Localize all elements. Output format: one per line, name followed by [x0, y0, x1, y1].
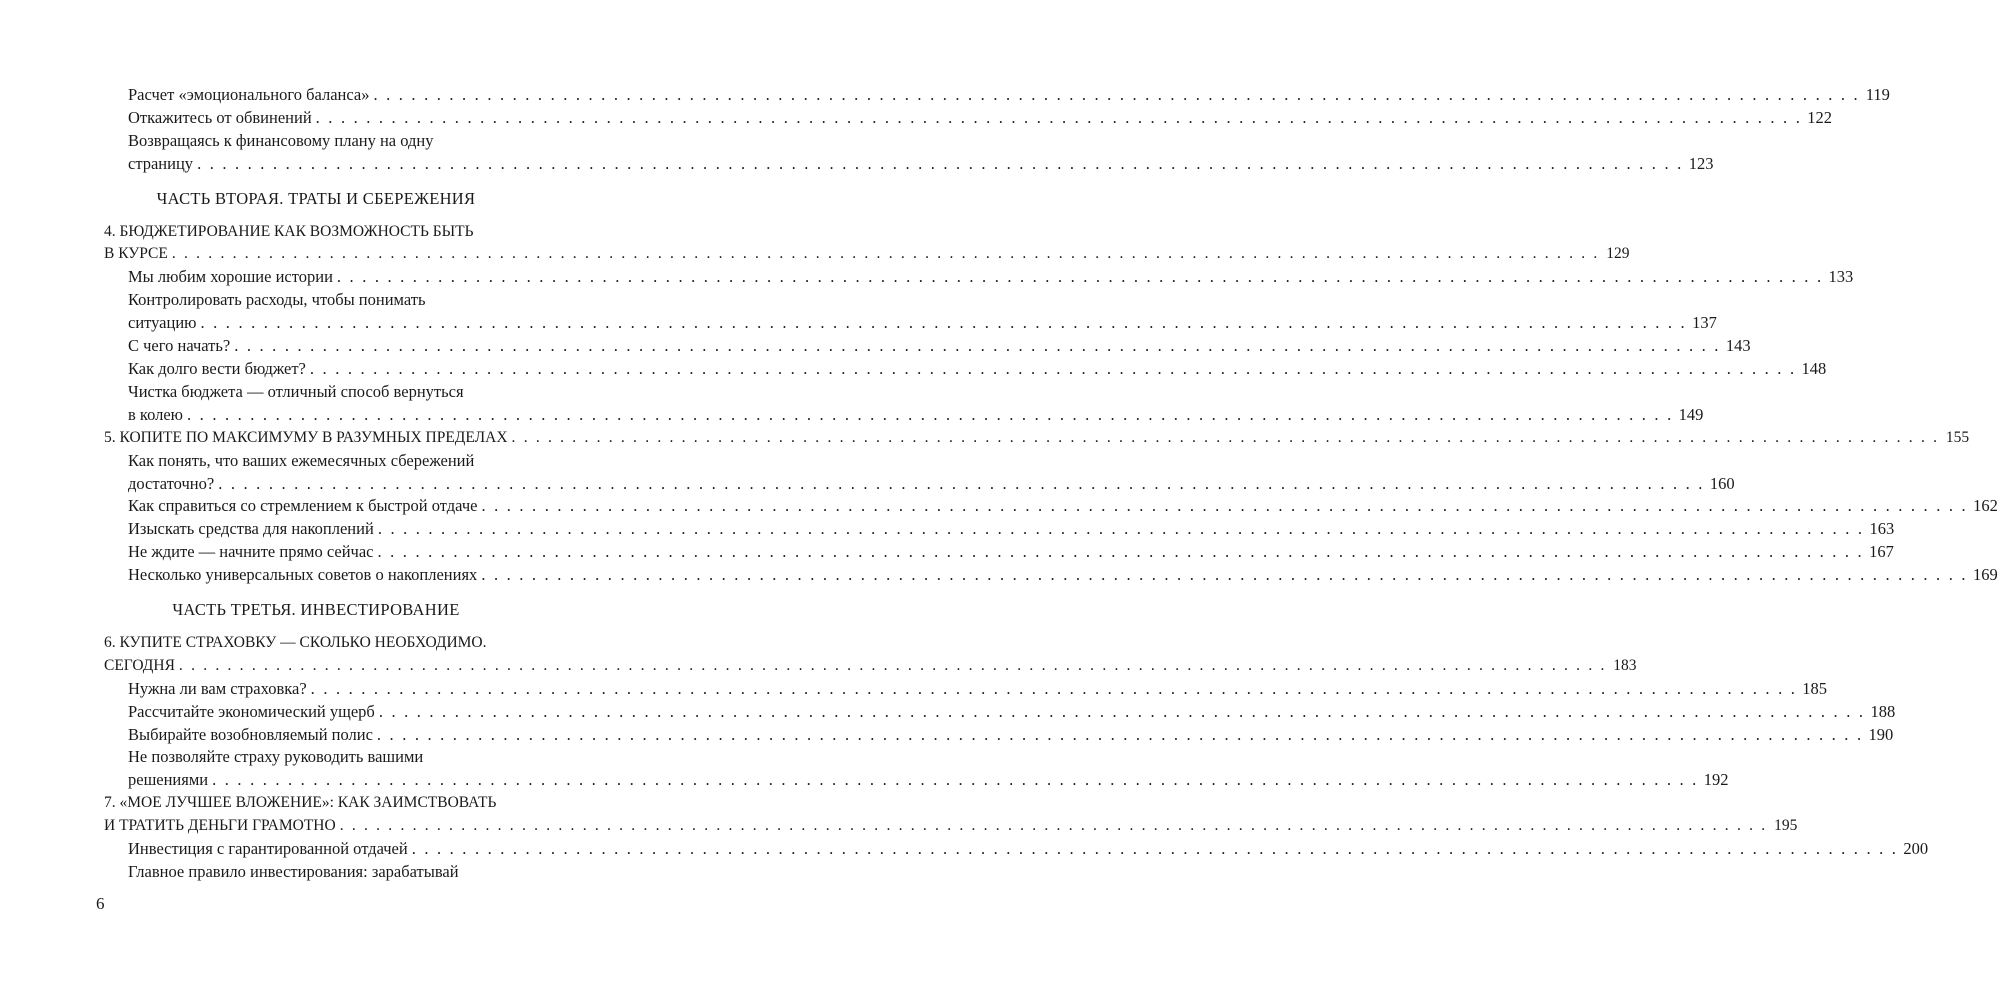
toc-section-entry[interactable]	[104, 450, 1735, 496]
entry-page-number: 119	[1865, 85, 1890, 104]
dot-leader	[512, 427, 1940, 450]
table-of-contents	[104, 84, 1998, 884]
dot-leader	[412, 838, 1898, 861]
entry-title-first-line: 6. КУПИТЕ СТРАХОВКУ — СКОЛЬКО НЕОБХОДИМО.	[104, 633, 487, 651]
entry-title-first-line: Не позволяйте страху руководить вашими	[128, 747, 424, 767]
dot-leader	[212, 769, 1698, 792]
entry-title: Не ждите — начните прямо сейчас	[128, 542, 374, 562]
dot-leader	[187, 404, 1673, 427]
entry-page-number: 167	[1869, 542, 1894, 562]
entry-page-number: 123	[1688, 153, 1714, 173]
entry-page-number: 163	[1869, 519, 1895, 539]
entry-title: Инвестиция с гарантированной отдачей	[128, 839, 408, 859]
entry-title: Откажитесь от обвинений	[128, 107, 312, 127]
toc-section-entry[interactable]	[104, 838, 1929, 861]
dot-leader	[218, 473, 1704, 496]
entry-page-number: 143	[1725, 336, 1751, 356]
toc-section-entry[interactable]	[104, 289, 1717, 335]
entry-page-number: 183	[1613, 656, 1637, 674]
dot-leader	[201, 312, 1687, 335]
toc-section-entry[interactable]	[104, 746, 1729, 792]
entry-title-first-line: 7. «МОЕ ЛУЧШЕЕ ВЛОЖЕНИЕ»: КАК ЗАИМСТВОВАТЬ	[104, 794, 497, 812]
entry-title: Изыскать средства для накоплений	[128, 519, 374, 539]
dot-leader	[378, 518, 1864, 541]
page-number: 6	[96, 894, 105, 913]
entry-title: решениями	[128, 770, 209, 790]
toc-section-entry[interactable]	[104, 381, 1704, 427]
entry-title-first-line: Контролировать расходы, чтобы понимать	[128, 290, 426, 310]
entry-page-number: 169	[1972, 565, 1998, 585]
dot-leader	[316, 107, 1802, 130]
entry-page-number: 133	[1828, 267, 1854, 287]
entry-page-number: 137	[1692, 313, 1717, 333]
entry-title: В КУРСЕ	[104, 245, 168, 263]
toc-section-entry[interactable]	[104, 678, 1828, 701]
entry-page-number: 149	[1678, 404, 1704, 424]
entry-title: Расчет «эмоционального баланса»	[128, 85, 370, 104]
entry-page-number: 148	[1801, 358, 1827, 378]
dot-leader	[377, 724, 1863, 747]
dot-leader	[311, 678, 1797, 701]
dot-leader	[373, 84, 1859, 107]
dot-leader	[310, 358, 1796, 381]
entry-title: С чего начать?	[128, 336, 231, 356]
entry-title: в колею	[128, 404, 184, 424]
toc-section-entry[interactable]	[104, 495, 1998, 518]
part-heading: ЧАСТЬ ТРЕТЬЯ. ИНВЕСТИРОВАНИЕ	[172, 600, 460, 620]
entry-page-number: 185	[1802, 678, 1828, 698]
entry-title: Нужна ли вам страховка?	[128, 678, 307, 698]
entry-title: Как долго вести бюджет?	[128, 358, 306, 378]
entry-title: Несколько универсальных советов о накоплениях	[128, 565, 478, 585]
entry-title: Как справиться со стремлением к быстрой отдаче	[128, 496, 478, 516]
entry-title-first-line: Как понять, что ваших ежемесячных сбережений	[128, 450, 475, 470]
entry-title-first-line: Чистка бюджета — отличный способ вернуться	[128, 381, 464, 401]
entry-title: Мы любим хорошие истории	[128, 267, 333, 287]
toc-section-entry[interactable]	[104, 130, 1714, 176]
toc-section-entry[interactable]	[104, 564, 1998, 587]
toc-chapter-entry[interactable]	[104, 632, 1637, 678]
dot-leader	[379, 701, 1865, 724]
entry-page-number: 195	[1774, 817, 1798, 835]
entry-title-first-line: 4. БЮДЖЕТИРОВАНИЕ КАК ВОЗМОЖНОСТЬ БЫТЬ	[104, 222, 474, 240]
entry-page-number: 192	[1703, 770, 1729, 790]
toc-chapter-entry[interactable]	[104, 221, 1630, 267]
entry-title: И ТРАТИТЬ ДЕНЬГИ ГРАМОТНО	[104, 817, 336, 835]
toc-chapter-entry[interactable]	[104, 792, 1798, 838]
dot-leader	[378, 541, 1864, 564]
dot-leader	[179, 655, 1607, 678]
entry-page-number: 122	[1807, 107, 1833, 127]
entry-page-number: 129	[1606, 245, 1630, 263]
toc-section-entry[interactable]	[104, 84, 1890, 107]
toc-section-entry[interactable]	[104, 861, 528, 884]
entry-page-number: 188	[1870, 701, 1896, 721]
entry-title: достаточно?	[128, 473, 215, 493]
entry-page-number: 190	[1868, 724, 1894, 744]
dot-leader	[340, 815, 1768, 838]
dot-leader	[172, 243, 1600, 266]
entry-title: Выбирайте возобновляемый полис	[128, 724, 373, 744]
toc-section-entry[interactable]	[104, 335, 1751, 358]
entry-page-number: 160	[1709, 473, 1735, 493]
entry-title: 5. КОПИТЕ ПО МАКСИМУМУ В РАЗУМНЫХ ПРЕДЕЛАХ	[104, 428, 508, 446]
toc-chapter-entry[interactable]	[104, 427, 1970, 450]
toc-section-entry[interactable]	[104, 701, 1896, 724]
toc-section-entry[interactable]	[104, 541, 1894, 564]
entry-title: ситуацию	[128, 313, 197, 333]
dot-leader	[234, 335, 1720, 358]
part-heading: ЧАСТЬ ВТОРАЯ. ТРАТЫ И СБЕРЕЖЕНИЯ	[156, 188, 476, 208]
entry-page-number: 162	[1973, 496, 1998, 516]
toc-section-entry[interactable]	[104, 358, 1827, 381]
toc-section-entry[interactable]	[104, 266, 1854, 289]
dot-leader	[337, 266, 1823, 289]
entry-title: Рассчитайте экономический ущерб	[128, 701, 375, 721]
toc-section-entry[interactable]	[104, 724, 1894, 747]
toc-section-entry[interactable]	[104, 518, 1895, 541]
dot-leader	[197, 153, 1683, 176]
toc-section-entry[interactable]	[104, 107, 1833, 130]
entry-title: страницу	[128, 153, 194, 173]
entry-title: СЕГОДНЯ	[104, 656, 175, 674]
entry-title: Главное правило инвестирования: зарабатывай	[128, 862, 459, 881]
entry-title-first-line: Возвращаясь к финансовому плану на одну	[128, 130, 434, 150]
dot-leader	[481, 495, 1967, 518]
entry-page-number: 200	[1903, 839, 1929, 859]
entry-page-number: 155	[1945, 428, 1970, 446]
dot-leader	[481, 564, 1967, 587]
